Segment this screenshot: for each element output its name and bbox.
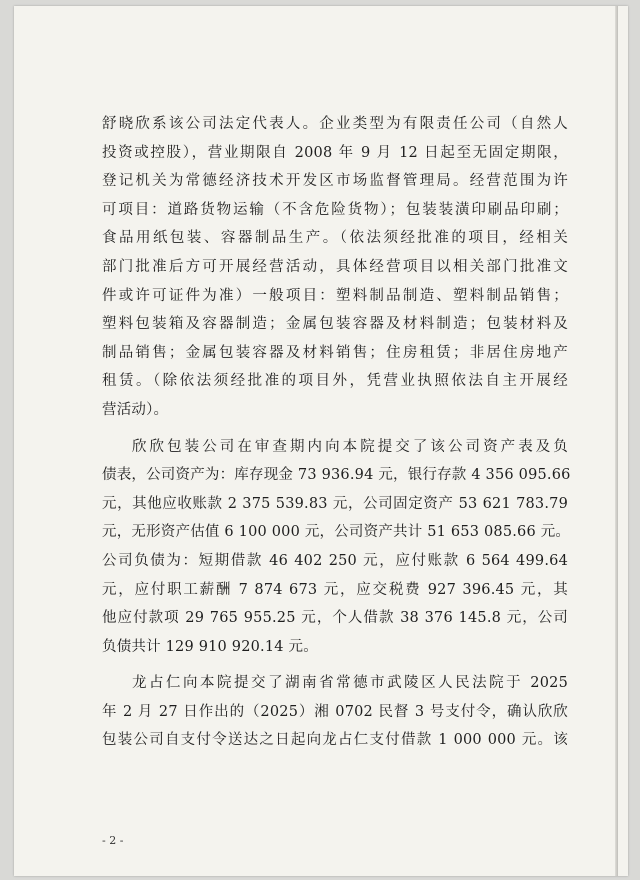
text-line: 投资或控股），营业期限自 2008 年 9 月 12 日起至无固定期限， [102,144,568,161]
text-line: 塑料包装箱及容器制造；金属包装容器及材料制造；包装材料及 [102,316,568,333]
text-line: 龙占仁向本院提交了湖南省常德市武陵区人民法院于 2025 [132,675,568,692]
document-page [14,6,628,876]
text-line: 公司负债为：短期借款 46 402 250 元，应付账款 6 564 499.64 [102,552,568,569]
text-line: 债表，公司资产为：库存现金 73 936.94 元，银行存款 4 356 095.66 [102,467,571,484]
text-line: 舒晓欣系该公司法定代表人。企业类型为有限责任公司（自然人 [102,116,568,132]
text-line: 他应付款项 29 765 955.25 元，个人借款 38 376 145.8 元，公司 [102,610,568,627]
text-line: 负债共计 129 910 920.14 元。 [102,638,318,655]
text-line: 租赁。（除依法须经批准的项目外，凭营业执照依法自主开展经 [102,373,568,390]
paragraph-business-scope [102,110,568,425]
text-line: 欣欣包装公司在审查期内向本院提交了该公司资产表及负 [132,438,568,455]
text-line: 年 2 月 27 日作出的（2025）湘 0702 民督 3 号支付令，确认欣欣 [102,703,568,720]
text-line: 元，其他应收账款 2 375 539.83 元，公司固定资产 53 621 783.79 [102,495,568,512]
page-edge-shadow [615,6,618,876]
text-line: 营活动）。 [102,401,169,418]
text-line: 元，应付职工薪酬 7 874 673 元，应交税费 927 396.45 元，其 [102,581,568,598]
text-line: 可项目：道路货物运输（不含危险货物）；包装装潢印刷品印刷； [102,201,568,218]
paragraph-assets-liabilities [102,433,571,662]
paragraph-payment-order [102,669,568,755]
text-line: 部门批准后方可开展经营活动，具体经营项目以相关部门批准文 [102,258,568,275]
text-line: 登记机关为常德经济技术开发区市场监督管理局。经营范围为许 [102,173,568,190]
text-line: 制品销售；金属包装容器及材料销售；住房租赁；非居住房地产 [102,344,568,361]
text-line: 件或许可证件为准）一般项目：塑料制品制造、塑料制品销售； [102,287,568,304]
document-body [102,110,571,755]
text-line: 食品用纸包装、容器制品生产。（依法须经批准的项目，经相关 [102,230,568,247]
text-line: 元，无形资产估值 6 100 000 元，公司资产共计 51 653 085.66 元。 [102,524,571,541]
text-line: 包装公司自支付令送达之日起向龙占仁支付借款 1 000 000 元。该 [102,732,568,749]
page-number: - 2 - [102,834,124,847]
